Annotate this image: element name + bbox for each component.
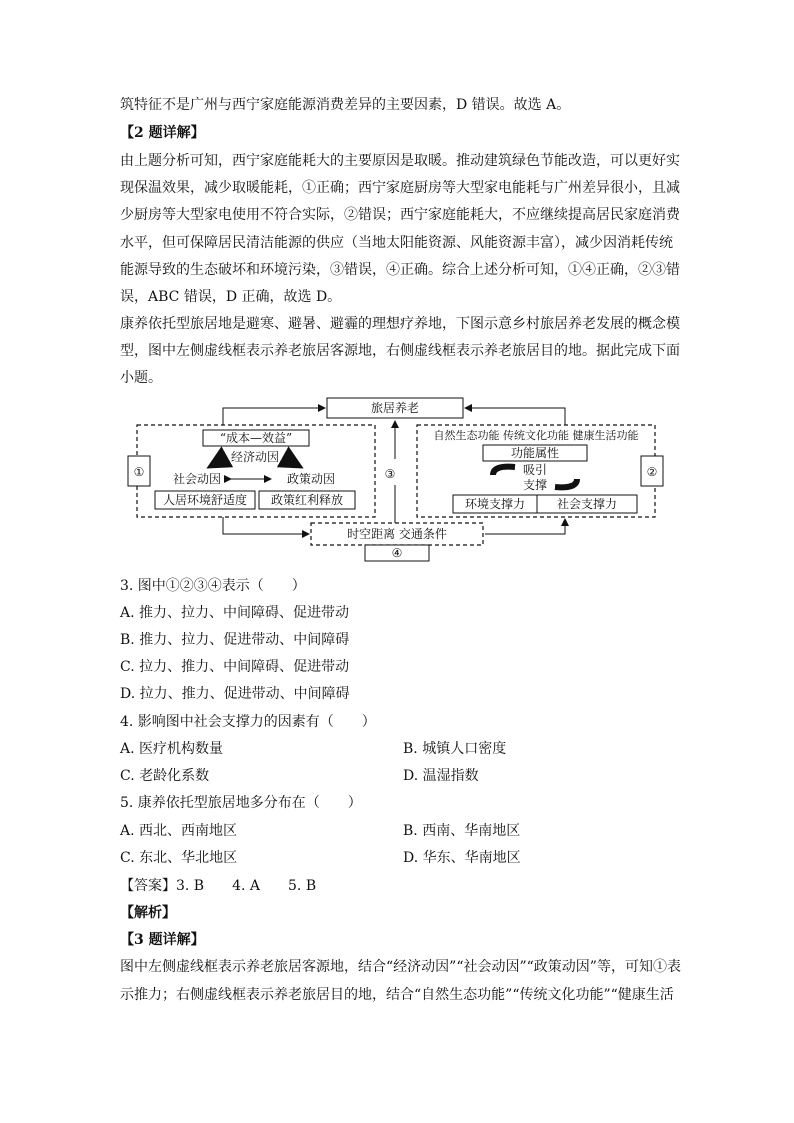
text-line: 小题。 [120, 370, 162, 386]
text-line: 能源导致的生态破坏和环境污染，③错误，④正确。综合上述分析可知，①④正确，②③错 [120, 262, 680, 278]
right-arrow [465, 408, 565, 425]
label-1: ① [133, 465, 145, 479]
economic-label: 经济动因 [230, 450, 280, 464]
cycle-arrow-right [555, 479, 577, 487]
text-line: 现保温效果，减少取暖能耗，①正确；西宁家庭厨房等大型家电能耗与广州差异很小，且减 [120, 180, 680, 196]
social-label: 社会动因 [172, 472, 222, 486]
analysis-heading: 【解析】 [120, 905, 176, 921]
label-4: ④ [391, 546, 403, 560]
text-line: 型，图中左侧虚线框表示养老旅居客源地，右侧虚线框表示养老旅居目的地。据此完成下面 [120, 343, 680, 359]
option-4d: D. 温湿指数 [403, 768, 479, 784]
text-line: 筑特征不是广州与西宁家庭能源消费差异的主要因素，D 错误。故选 A。 [120, 97, 571, 113]
answer-line: 【答案】3. B 4. A 5. B [120, 878, 317, 894]
text-line: 误，ABC 错误，D 正确，故选 D。 [120, 289, 342, 305]
function-label: 功能属性 [510, 446, 560, 460]
option-5a: A. 西北、西南地区 [120, 823, 238, 839]
option-3a: A. 推力、拉力、中间障碍、促进带动 [120, 605, 350, 621]
question-4: 4. 影响图中社会支撑力的因素有（ ） [120, 714, 376, 730]
label-3: ③ [384, 467, 396, 481]
text-line: 水平，但可保障居民清洁能源的供应（当地太阳能资源、风能资源丰富），减少因消耗传统 [120, 235, 673, 251]
soc-support-label: 社会支撑力 [556, 497, 618, 511]
question-3: 3. 图中①②③④表示（ ） [120, 578, 306, 594]
bottom-label: 时空距离 交通条件 [347, 527, 447, 541]
cost-label: “成本—效益” [219, 431, 293, 445]
support-label: 支撑 [522, 478, 548, 492]
option-5d: D. 华东、华南地区 [403, 850, 521, 866]
arrow-economic-social [209, 457, 227, 467]
text-line: 少厨房等大型家电使用不符合实际，②错误；西宁家庭能耗大，不应继续提高居民家庭消费 [120, 207, 680, 223]
option-5b: B. 西南、华南地区 [403, 823, 521, 839]
living-label: 人居环境舒适度 [162, 493, 248, 507]
functions-label: 自然生态功能 传统文化功能 健康生活功能 [433, 429, 639, 442]
option-3d: D. 拉力、推力、促进带动、中间障碍 [120, 686, 350, 702]
text-line: 康养依托型旅居地是避寒、避暑、避霾的理想疗养地，下图示意乡村旅居养老发展的概念模 [120, 316, 680, 332]
top-label: 旅居养老 [370, 401, 420, 415]
option-3b: B. 推力、拉力、促进带动、中间障碍 [120, 632, 350, 648]
option-4b: B. 城镇人口密度 [403, 741, 507, 757]
option-4a: A. 医疗机构数量 [120, 741, 224, 757]
text-line: 由上题分析可知，西宁家庭能耗大的主要原因是取暖。推动建筑绿色节能改造，可以更好实 [120, 153, 680, 169]
left-arrow [223, 408, 325, 425]
text-line: 图中左侧虚线框表示养老旅居客源地，结合“经济动因”“社会动因”“政策动因”等，可知①表 [120, 959, 681, 975]
section-heading: 【2 题详解】 [120, 125, 205, 141]
text-line: 示推力；右侧虚线框表示养老旅居目的地，结合“自然生态功能”“传统文化功能”“健康生活 [120, 987, 674, 1003]
attract-label: 吸引 [522, 463, 548, 477]
policy-label: 政策动因 [286, 472, 336, 486]
left-bottom-arrow [223, 517, 309, 534]
q3-detail-heading: 【3 题详解】 [120, 932, 205, 948]
question-5: 5. 康养依托型旅居地多分布在（ ） [120, 795, 362, 811]
env-support-label: 环境支撑力 [464, 497, 526, 511]
label-2: ② [646, 465, 658, 479]
option-4c: C. 老龄化系数 [120, 768, 210, 784]
cycle-arrow-left [493, 467, 515, 475]
option-5c: C. 东北、华北地区 [120, 850, 238, 866]
option-3c: C. 拉力、推力、中间障碍、促进带动 [120, 659, 350, 675]
arrow-economic-policy [283, 457, 301, 467]
bonus-label: 政策红利释放 [270, 493, 344, 507]
concept-diagram [125, 395, 665, 565]
bottom-right-arrow [485, 519, 565, 534]
